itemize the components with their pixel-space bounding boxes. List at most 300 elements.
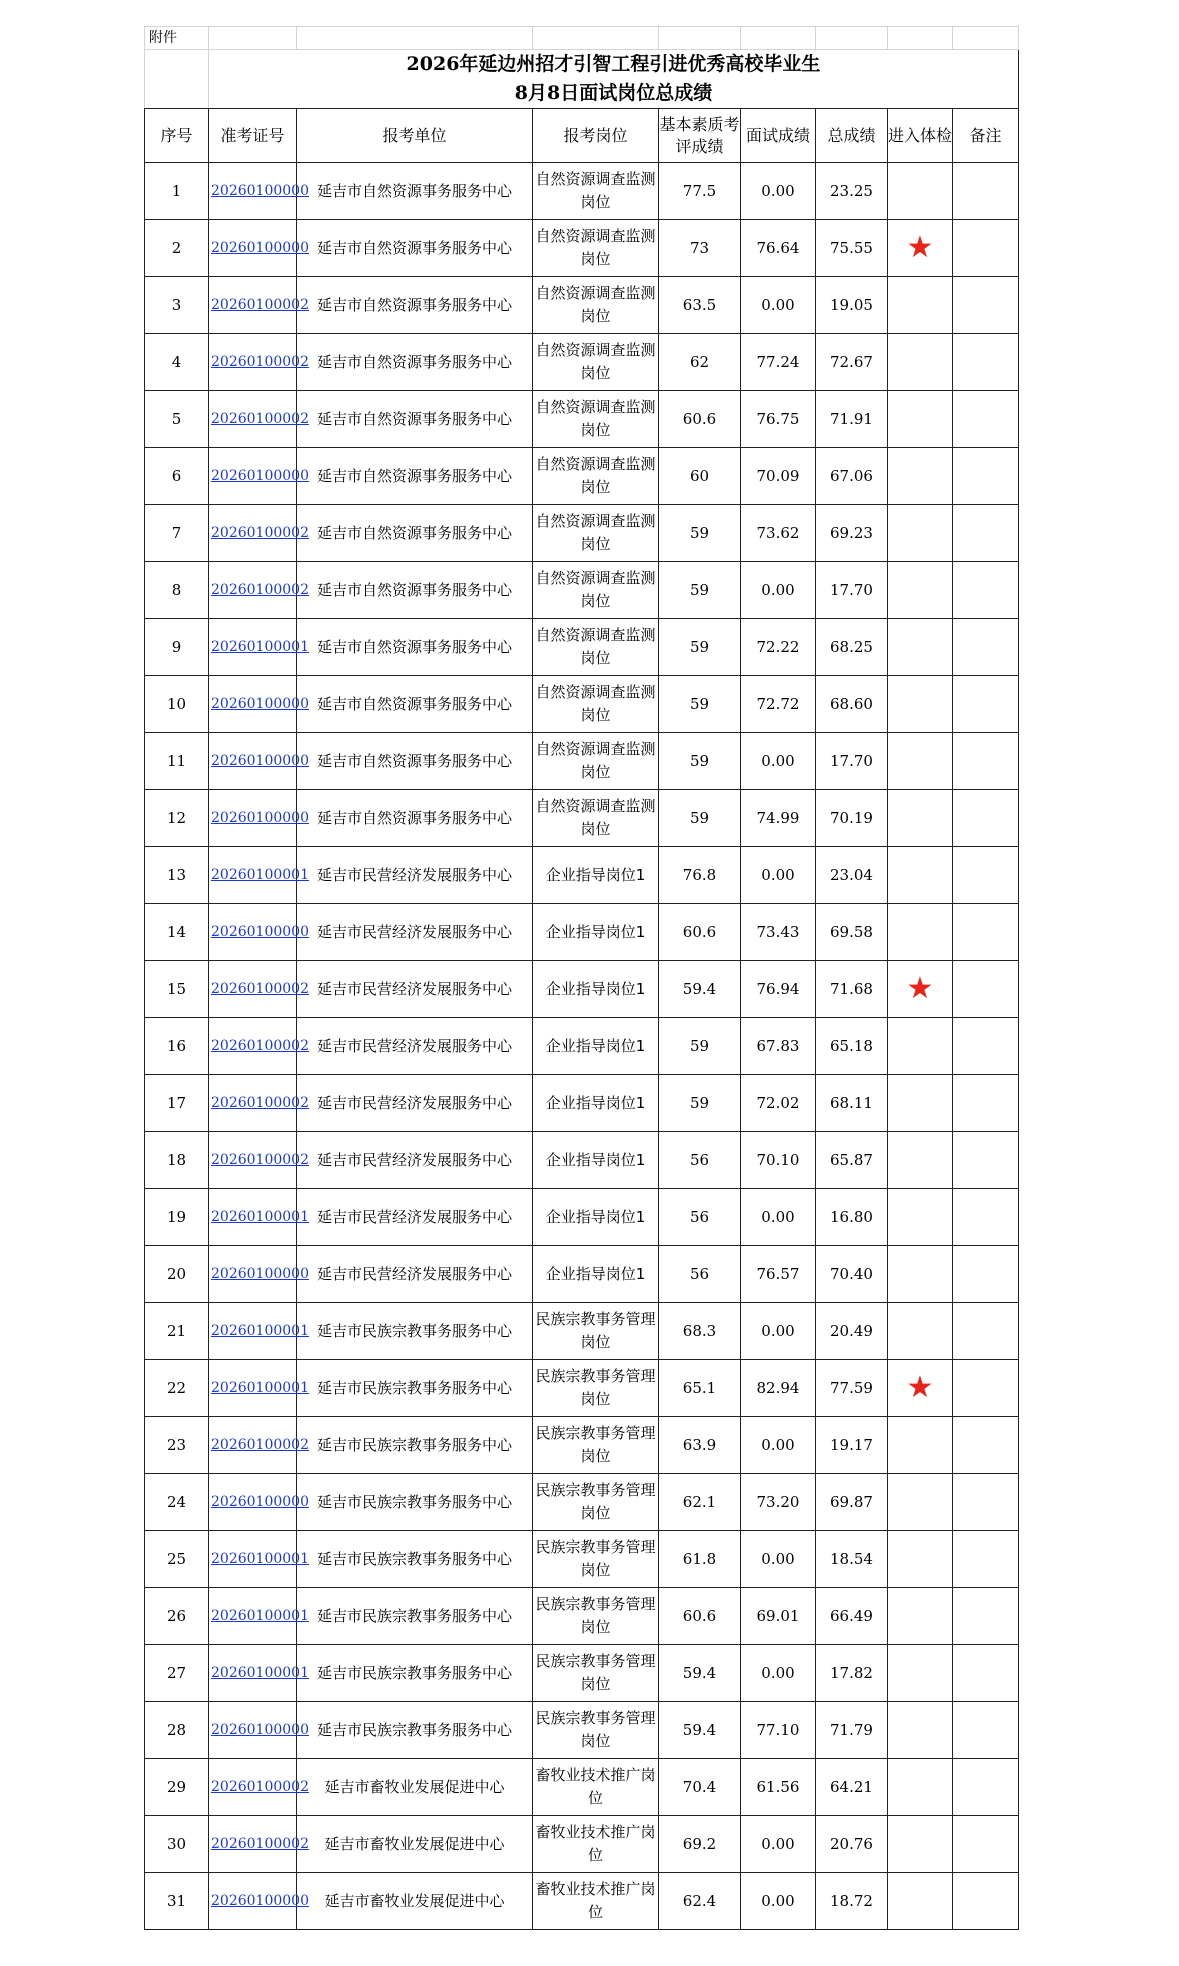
row-remark [953, 1702, 1019, 1759]
row-total-score: 68.60 [816, 676, 888, 733]
row-exam-check [888, 334, 953, 391]
row-post: 自然资源调查监测岗位 [533, 334, 659, 391]
row-exam-check [888, 1132, 953, 1189]
row-exam-check [888, 1360, 953, 1417]
row-total-score: 71.68 [816, 961, 888, 1018]
row-interview-score: 69.01 [741, 1588, 816, 1645]
row-interview-score: 0.00 [741, 1816, 816, 1873]
row-basic-score: 60.6 [659, 1588, 741, 1645]
row-total-score: 65.18 [816, 1018, 888, 1075]
table-row [145, 1816, 1019, 1873]
row-remark [953, 220, 1019, 277]
exam-id-link[interactable]: 20260100001 [211, 639, 309, 655]
table-row [145, 391, 1019, 448]
row-total-score: 72.67 [816, 334, 888, 391]
row-seq: 21 [145, 1303, 209, 1360]
row-seq: 25 [145, 1531, 209, 1588]
row-exam-check [888, 1417, 953, 1474]
row-seq: 4 [145, 334, 209, 391]
exam-id-link[interactable]: 20260100002 [211, 1779, 309, 1795]
exam-id-link[interactable]: 20260100000 [211, 183, 309, 199]
title-line-1: 2026年延边州招才引智工程引进优秀高校毕业生 [406, 53, 821, 75]
table-row [145, 220, 1019, 277]
exam-id-link[interactable]: 20260100002 [211, 297, 309, 313]
row-seq: 23 [145, 1417, 209, 1474]
row-interview-score: 70.10 [741, 1132, 816, 1189]
row-post: 企业指导岗位1 [533, 1132, 659, 1189]
row-unit: 延吉市自然资源事务服务中心 [297, 448, 533, 505]
row-seq: 12 [145, 790, 209, 847]
row-interview-score: 61.56 [741, 1759, 816, 1816]
row-exam-check [888, 505, 953, 562]
table-row [145, 1075, 1019, 1132]
row-interview-score: 76.64 [741, 220, 816, 277]
row-exam-check [888, 1531, 953, 1588]
row-remark [953, 1189, 1019, 1246]
exam-id-link[interactable]: 20260100002 [211, 354, 309, 370]
col-exam-check: 进入体检 [888, 109, 953, 163]
exam-id-link[interactable]: 20260100000 [211, 1722, 309, 1738]
row-interview-score: 0.00 [741, 163, 816, 220]
row-total-score: 71.91 [816, 391, 888, 448]
score-table [144, 26, 1019, 1930]
row-basic-score: 60.6 [659, 391, 741, 448]
row-post: 民族宗教事务管理岗位 [533, 1531, 659, 1588]
row-unit: 延吉市民营经济发展服务中心 [297, 1246, 533, 1303]
table-row [145, 1588, 1019, 1645]
row-post: 民族宗教事务管理岗位 [533, 1360, 659, 1417]
row-basic-score: 69.2 [659, 1816, 741, 1873]
row-basic-score: 61.8 [659, 1531, 741, 1588]
row-basic-score: 73 [659, 220, 741, 277]
row-post: 自然资源调查监测岗位 [533, 448, 659, 505]
row-total-score: 64.21 [816, 1759, 888, 1816]
row-remark [953, 1075, 1019, 1132]
row-remark [953, 1246, 1019, 1303]
row-basic-score: 65.1 [659, 1360, 741, 1417]
row-basic-score: 59 [659, 1018, 741, 1075]
row-remark [953, 1018, 1019, 1075]
row-interview-score: 72.22 [741, 619, 816, 676]
row-interview-score: 74.99 [741, 790, 816, 847]
row-basic-score: 59 [659, 505, 741, 562]
row-interview-score: 73.43 [741, 904, 816, 961]
row-remark [953, 904, 1019, 961]
row-exam-check [888, 1759, 953, 1816]
row-unit: 延吉市自然资源事务服务中心 [297, 790, 533, 847]
row-post: 畜牧业技术推广岗位 [533, 1816, 659, 1873]
row-seq: 7 [145, 505, 209, 562]
row-remark [953, 1360, 1019, 1417]
row-total-score: 69.23 [816, 505, 888, 562]
table-row [145, 1246, 1019, 1303]
row-unit: 延吉市民营经济发展服务中心 [297, 961, 533, 1018]
row-post: 企业指导岗位1 [533, 1246, 659, 1303]
row-unit: 延吉市民族宗教事务服务中心 [297, 1588, 533, 1645]
row-post: 自然资源调查监测岗位 [533, 790, 659, 847]
row-exam-check [888, 676, 953, 733]
row-seq: 11 [145, 733, 209, 790]
row-interview-score: 73.20 [741, 1474, 816, 1531]
row-post: 民族宗教事务管理岗位 [533, 1702, 659, 1759]
row-unit: 延吉市民族宗教事务服务中心 [297, 1303, 533, 1360]
exam-id-link[interactable]: 20260100002 [211, 411, 309, 427]
row-interview-score: 67.83 [741, 1018, 816, 1075]
row-post: 自然资源调查监测岗位 [533, 391, 659, 448]
row-exam-check [888, 391, 953, 448]
row-basic-score: 68.3 [659, 1303, 741, 1360]
exam-id-link[interactable]: 20260100001 [211, 1608, 309, 1624]
row-remark [953, 733, 1019, 790]
row-seq: 9 [145, 619, 209, 676]
row-remark [953, 1531, 1019, 1588]
row-seq: 1 [145, 163, 209, 220]
title-line-2: 8月8日面试岗位总成绩 [514, 82, 713, 104]
row-seq: 2 [145, 220, 209, 277]
row-seq: 30 [145, 1816, 209, 1873]
row-remark [953, 1132, 1019, 1189]
col-seq: 序号 [145, 109, 209, 163]
table-row [145, 1132, 1019, 1189]
row-unit: 延吉市民营经济发展服务中心 [297, 1189, 533, 1246]
exam-id-link[interactable]: 20260100001 [211, 1380, 309, 1396]
table-row [145, 505, 1019, 562]
row-seq: 31 [145, 1873, 209, 1930]
row-total-score: 69.58 [816, 904, 888, 961]
row-remark [953, 1873, 1019, 1930]
exam-id-link[interactable]: 20260100001 [211, 1665, 309, 1681]
row-seq: 29 [145, 1759, 209, 1816]
exam-id-link[interactable]: 20260100001 [211, 1551, 309, 1567]
row-exam-check [888, 448, 953, 505]
exam-id-link[interactable]: 20260100000 [211, 810, 309, 826]
row-exam-check [888, 1816, 953, 1873]
exam-id-link[interactable]: 20260100000 [211, 1893, 309, 1909]
row-interview-score: 0.00 [741, 847, 816, 904]
row-exam-check [888, 1702, 953, 1759]
row-post: 自然资源调查监测岗位 [533, 676, 659, 733]
exam-id-link[interactable]: 20260100002 [211, 1038, 309, 1054]
exam-id-link[interactable]: 20260100000 [211, 924, 309, 940]
star-icon: ★ [906, 230, 934, 265]
row-exam-check [888, 733, 953, 790]
exam-id-link[interactable]: 20260100001 [211, 867, 309, 883]
row-post: 企业指导岗位1 [533, 1189, 659, 1246]
row-seq: 3 [145, 277, 209, 334]
star-icon: ★ [906, 1370, 934, 1405]
col-interview-score: 面试成绩 [741, 109, 816, 163]
row-seq: 18 [145, 1132, 209, 1189]
row-unit: 延吉市自然资源事务服务中心 [297, 619, 533, 676]
row-remark [953, 1474, 1019, 1531]
exam-id-link[interactable]: 20260100000 [211, 240, 309, 256]
exam-id-link[interactable]: 20260100002 [211, 1152, 309, 1168]
header-row [145, 109, 1019, 163]
table-row [145, 1645, 1019, 1702]
row-post: 自然资源调查监测岗位 [533, 562, 659, 619]
row-total-score: 66.49 [816, 1588, 888, 1645]
row-post: 民族宗教事务管理岗位 [533, 1588, 659, 1645]
row-seq: 24 [145, 1474, 209, 1531]
row-basic-score: 76.8 [659, 847, 741, 904]
row-unit: 延吉市自然资源事务服务中心 [297, 220, 533, 277]
row-total-score: 68.25 [816, 619, 888, 676]
row-exam-check [888, 1303, 953, 1360]
row-interview-score: 0.00 [741, 277, 816, 334]
page-title [209, 50, 1019, 109]
row-post: 企业指导岗位1 [533, 904, 659, 961]
row-exam-check [888, 961, 953, 1018]
row-remark [953, 1645, 1019, 1702]
exam-id-link[interactable]: 20260100002 [211, 1437, 309, 1453]
table-row [145, 163, 1019, 220]
row-post: 自然资源调查监测岗位 [533, 619, 659, 676]
row-remark [953, 1417, 1019, 1474]
row-total-score: 16.80 [816, 1189, 888, 1246]
table-row [145, 562, 1019, 619]
row-remark [953, 1816, 1019, 1873]
row-interview-score: 72.02 [741, 1075, 816, 1132]
row-exam-check [888, 1588, 953, 1645]
table-row [145, 1873, 1019, 1930]
row-exam-check [888, 1873, 953, 1930]
row-unit: 延吉市民族宗教事务服务中心 [297, 1702, 533, 1759]
row-remark [953, 505, 1019, 562]
row-total-score: 65.87 [816, 1132, 888, 1189]
row-unit: 延吉市民营经济发展服务中心 [297, 1132, 533, 1189]
row-basic-score: 62.4 [659, 1873, 741, 1930]
row-seq: 20 [145, 1246, 209, 1303]
row-seq: 15 [145, 961, 209, 1018]
row-exam-check [888, 790, 953, 847]
row-exam-check [888, 1645, 953, 1702]
row-post: 民族宗教事务管理岗位 [533, 1303, 659, 1360]
row-basic-score: 59 [659, 562, 741, 619]
row-basic-score: 59.4 [659, 1645, 741, 1702]
row-unit: 延吉市民族宗教事务服务中心 [297, 1360, 533, 1417]
row-remark [953, 676, 1019, 733]
row-remark [953, 277, 1019, 334]
row-basic-score: 62.1 [659, 1474, 741, 1531]
row-basic-score: 77.5 [659, 163, 741, 220]
row-unit: 延吉市民族宗教事务服务中心 [297, 1474, 533, 1531]
row-seq: 19 [145, 1189, 209, 1246]
table-row [145, 733, 1019, 790]
row-unit: 延吉市畜牧业发展促进中心 [297, 1759, 533, 1816]
row-interview-score: 73.62 [741, 505, 816, 562]
title-row [145, 50, 1019, 109]
row-total-score: 23.04 [816, 847, 888, 904]
row-exam-check [888, 619, 953, 676]
row-interview-score: 0.00 [741, 562, 816, 619]
row-interview-score: 0.00 [741, 1303, 816, 1360]
row-basic-score: 59 [659, 1075, 741, 1132]
exam-id-link[interactable]: 20260100002 [211, 981, 309, 997]
row-basic-score: 59 [659, 733, 741, 790]
col-total: 总成绩 [816, 109, 888, 163]
row-basic-score: 59.4 [659, 961, 741, 1018]
row-total-score: 18.72 [816, 1873, 888, 1930]
row-total-score: 20.76 [816, 1816, 888, 1873]
row-post: 自然资源调查监测岗位 [533, 277, 659, 334]
row-seq: 22 [145, 1360, 209, 1417]
row-exam-check [888, 163, 953, 220]
row-total-score: 70.19 [816, 790, 888, 847]
row-post: 自然资源调查监测岗位 [533, 163, 659, 220]
row-post: 民族宗教事务管理岗位 [533, 1417, 659, 1474]
row-post: 企业指导岗位1 [533, 961, 659, 1018]
row-unit: 延吉市畜牧业发展促进中心 [297, 1873, 533, 1930]
row-post: 企业指导岗位1 [533, 847, 659, 904]
row-interview-score: 76.94 [741, 961, 816, 1018]
row-exam-check [888, 277, 953, 334]
table-row [145, 1759, 1019, 1816]
row-basic-score: 70.4 [659, 1759, 741, 1816]
exam-id-link[interactable]: 20260100000 [211, 1494, 309, 1510]
exam-id-link[interactable]: 20260100002 [211, 1095, 309, 1111]
row-interview-score: 0.00 [741, 1189, 816, 1246]
row-remark [953, 448, 1019, 505]
table-row [145, 277, 1019, 334]
exam-id-link[interactable]: 20260100002 [211, 1836, 309, 1852]
row-unit: 延吉市民族宗教事务服务中心 [297, 1531, 533, 1588]
exam-id-link[interactable]: 20260100000 [211, 468, 309, 484]
row-exam-check [888, 1474, 953, 1531]
row-interview-score: 70.09 [741, 448, 816, 505]
row-unit: 延吉市自然资源事务服务中心 [297, 562, 533, 619]
row-interview-score: 77.24 [741, 334, 816, 391]
row-seq: 17 [145, 1075, 209, 1132]
row-total-score: 18.54 [816, 1531, 888, 1588]
row-unit: 延吉市民族宗教事务服务中心 [297, 1645, 533, 1702]
row-unit: 延吉市自然资源事务服务中心 [297, 334, 533, 391]
row-exam-check [888, 562, 953, 619]
row-total-score: 70.40 [816, 1246, 888, 1303]
row-exam-check [888, 1075, 953, 1132]
row-basic-score: 62 [659, 334, 741, 391]
row-basic-score: 56 [659, 1246, 741, 1303]
table-row [145, 1474, 1019, 1531]
row-remark [953, 334, 1019, 391]
row-seq: 16 [145, 1018, 209, 1075]
row-interview-score: 72.72 [741, 676, 816, 733]
row-remark [953, 1759, 1019, 1816]
exam-id-link[interactable]: 20260100000 [211, 753, 309, 769]
row-unit: 延吉市民营经济发展服务中心 [297, 1018, 533, 1075]
row-unit: 延吉市自然资源事务服务中心 [297, 277, 533, 334]
row-interview-score: 77.10 [741, 1702, 816, 1759]
row-total-score: 19.05 [816, 277, 888, 334]
row-seq: 10 [145, 676, 209, 733]
row-exam-check [888, 847, 953, 904]
row-seq: 26 [145, 1588, 209, 1645]
row-total-score: 69.87 [816, 1474, 888, 1531]
row-basic-score: 63.5 [659, 277, 741, 334]
row-unit: 延吉市自然资源事务服务中心 [297, 391, 533, 448]
row-remark [953, 391, 1019, 448]
row-total-score: 71.79 [816, 1702, 888, 1759]
table-row [145, 904, 1019, 961]
row-unit: 延吉市自然资源事务服务中心 [297, 163, 533, 220]
row-basic-score: 59 [659, 676, 741, 733]
exam-id-link[interactable]: 20260100002 [211, 582, 309, 598]
exam-id-link[interactable]: 20260100001 [211, 1209, 309, 1225]
row-interview-score: 0.00 [741, 1645, 816, 1702]
row-total-score: 17.70 [816, 733, 888, 790]
row-post: 民族宗教事务管理岗位 [533, 1474, 659, 1531]
row-interview-score: 0.00 [741, 733, 816, 790]
exam-id-link[interactable]: 20260100000 [211, 1266, 309, 1282]
table-row [145, 334, 1019, 391]
table-row [145, 1417, 1019, 1474]
table-row [145, 1531, 1019, 1588]
row-basic-score: 56 [659, 1132, 741, 1189]
row-basic-score: 59 [659, 790, 741, 847]
row-interview-score: 0.00 [741, 1417, 816, 1474]
row-seq: 27 [145, 1645, 209, 1702]
row-seq: 5 [145, 391, 209, 448]
row-interview-score: 76.75 [741, 391, 816, 448]
row-exam-check [888, 1246, 953, 1303]
col-basic-score: 基本素质考评成绩 [659, 109, 741, 163]
exam-id-link[interactable]: 20260100001 [211, 1323, 309, 1339]
row-post: 畜牧业技术推广岗位 [533, 1759, 659, 1816]
table-row [145, 1303, 1019, 1360]
row-remark [953, 847, 1019, 904]
row-post: 自然资源调查监测岗位 [533, 733, 659, 790]
col-remark: 备注 [953, 109, 1019, 163]
row-remark [953, 1588, 1019, 1645]
attachment-row [145, 27, 1019, 50]
table-row [145, 676, 1019, 733]
exam-id-link[interactable]: 20260100002 [211, 525, 309, 541]
col-exam-id: 准考证号 [209, 109, 297, 163]
row-unit: 延吉市自然资源事务服务中心 [297, 505, 533, 562]
col-post: 报考岗位 [533, 109, 659, 163]
col-unit: 报考单位 [297, 109, 533, 163]
table-row [145, 790, 1019, 847]
table-row [145, 1018, 1019, 1075]
row-total-score: 19.17 [816, 1417, 888, 1474]
row-unit: 延吉市畜牧业发展促进中心 [297, 1816, 533, 1873]
row-seq: 13 [145, 847, 209, 904]
row-interview-score: 0.00 [741, 1873, 816, 1930]
row-total-score: 17.70 [816, 562, 888, 619]
exam-id-link[interactable]: 20260100000 [211, 696, 309, 712]
row-interview-score: 76.57 [741, 1246, 816, 1303]
row-unit: 延吉市民营经济发展服务中心 [297, 904, 533, 961]
row-remark [953, 1303, 1019, 1360]
row-total-score: 68.11 [816, 1075, 888, 1132]
row-basic-score: 63.9 [659, 1417, 741, 1474]
row-basic-score: 56 [659, 1189, 741, 1246]
row-total-score: 67.06 [816, 448, 888, 505]
star-icon: ★ [906, 971, 934, 1006]
row-exam-check [888, 1018, 953, 1075]
row-post: 企业指导岗位1 [533, 1018, 659, 1075]
row-remark [953, 562, 1019, 619]
row-total-score: 20.49 [816, 1303, 888, 1360]
row-unit: 延吉市民族宗教事务服务中心 [297, 1417, 533, 1474]
row-basic-score: 59.4 [659, 1702, 741, 1759]
row-remark [953, 163, 1019, 220]
row-seq: 6 [145, 448, 209, 505]
row-exam-check [888, 1189, 953, 1246]
row-exam-check [888, 904, 953, 961]
row-unit: 延吉市自然资源事务服务中心 [297, 676, 533, 733]
row-post: 企业指导岗位1 [533, 1075, 659, 1132]
row-seq: 28 [145, 1702, 209, 1759]
